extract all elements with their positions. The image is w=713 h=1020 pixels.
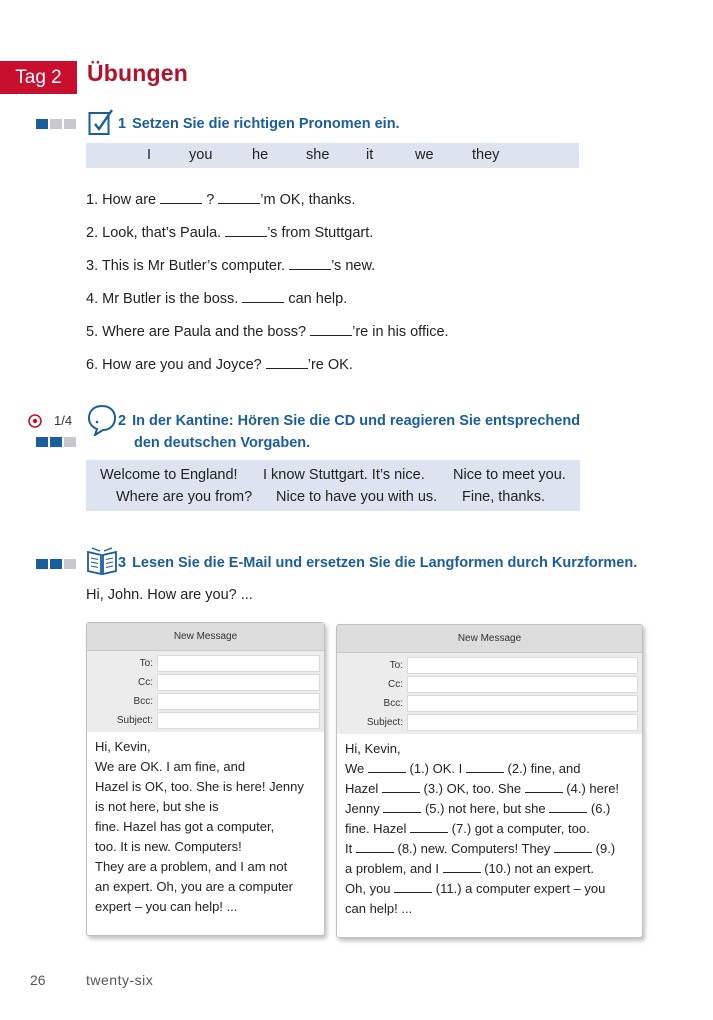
cc-field[interactable] bbox=[407, 676, 638, 693]
phrase: I know Stuttgart. It’s nice. bbox=[263, 467, 425, 483]
list-item bbox=[86, 355, 449, 388]
item-text: ’re OK. bbox=[307, 357, 353, 373]
audio-track: 1/4 bbox=[54, 413, 73, 428]
phrase: Where are you from? bbox=[116, 489, 253, 505]
email-line: Oh, you (11.) a computer expert – you bbox=[345, 881, 606, 896]
list-item bbox=[86, 190, 449, 223]
exercise-2-number: 2 bbox=[118, 413, 127, 429]
list-item bbox=[86, 322, 449, 355]
pronoun-word-bar bbox=[86, 143, 579, 168]
item-text: Look, that’s Paula. bbox=[102, 225, 222, 241]
subject-label: Subject: bbox=[366, 717, 403, 728]
to-label: To: bbox=[139, 658, 153, 669]
answer-blank[interactable] bbox=[525, 781, 563, 793]
write-icon bbox=[88, 108, 114, 136]
answer-blank[interactable] bbox=[382, 781, 420, 793]
email-line: We are OK. I am fine, and bbox=[95, 759, 246, 774]
answer-blank[interactable] bbox=[410, 821, 448, 833]
bcc-label: Bcc: bbox=[383, 698, 403, 709]
email-line: expert – you can help! ... bbox=[95, 899, 238, 914]
day-tag: Tag 2 bbox=[0, 61, 77, 94]
list-item bbox=[86, 256, 449, 289]
bcc-field[interactable] bbox=[157, 693, 320, 710]
cc-field[interactable] bbox=[157, 674, 320, 691]
phrase: Nice to have you with us. bbox=[276, 489, 438, 505]
email-line: They are a problem, and I am not bbox=[95, 859, 288, 874]
item-text: ? bbox=[206, 192, 215, 208]
item-number: 6. bbox=[86, 357, 99, 373]
email-line: is not here, but she is bbox=[95, 799, 219, 814]
item-text: ’s from Stuttgart. bbox=[267, 225, 374, 241]
exercise-3-instruction: Lesen Sie die E-Mail und ersetzen Sie die Langformen durch Kurzformen. bbox=[132, 555, 638, 571]
subject-label: Subject: bbox=[116, 715, 153, 726]
exercise-1-number: 1 bbox=[118, 116, 127, 132]
bcc-field[interactable] bbox=[407, 695, 638, 712]
answer-blank[interactable] bbox=[383, 801, 421, 813]
word: I bbox=[147, 147, 152, 163]
email-header: New Message bbox=[337, 625, 642, 653]
item-number: 5. bbox=[86, 324, 99, 340]
answer-blank[interactable] bbox=[218, 192, 260, 204]
email-line: Hi, Kevin, bbox=[345, 741, 401, 756]
item-text: ’re in his office. bbox=[352, 324, 449, 340]
phrase: Nice to meet you. bbox=[453, 467, 566, 483]
item-text: ’s new. bbox=[331, 258, 376, 274]
word: she bbox=[306, 147, 330, 163]
item-text: How are you and Joyce? bbox=[102, 357, 262, 373]
answer-blank[interactable] bbox=[466, 761, 504, 773]
example-line: Hi, John. How are you? ... bbox=[86, 587, 253, 603]
email-line: We (1.) OK. I (2.) fine, and bbox=[345, 761, 581, 776]
exercise-2-instruction-cont: den deutschen Vorgaben. bbox=[134, 435, 311, 451]
email-fields bbox=[87, 651, 324, 732]
subject-field[interactable] bbox=[157, 712, 320, 729]
email-line: Hazel (3.) OK, too. She (4.) here! bbox=[345, 781, 620, 796]
cd-audio-icon bbox=[28, 414, 42, 428]
email-line: an expert. Oh, you are a computer bbox=[95, 879, 293, 894]
difficulty-level bbox=[36, 559, 76, 569]
exercise-2-title bbox=[118, 410, 580, 432]
word: you bbox=[189, 147, 213, 163]
item-number: 3. bbox=[86, 258, 99, 274]
list-item bbox=[86, 223, 449, 256]
exercise-1-instruction: Setzen Sie die richtigen Pronomen ein. bbox=[132, 116, 400, 132]
answer-blank[interactable] bbox=[554, 841, 592, 853]
answer-blank[interactable] bbox=[549, 801, 587, 813]
item-text: ’m OK, thanks. bbox=[260, 192, 356, 208]
answer-blank[interactable] bbox=[368, 761, 406, 773]
answer-blank[interactable] bbox=[266, 357, 308, 369]
email-line: fine. Hazel has got a computer, bbox=[95, 819, 275, 834]
speech-bubble-icon bbox=[87, 404, 117, 436]
phrase: Fine, thanks. bbox=[462, 489, 546, 505]
page-number: 26 bbox=[30, 972, 46, 988]
word: he bbox=[252, 147, 269, 163]
answer-blank[interactable] bbox=[242, 291, 284, 303]
phrase: Welcome to England! bbox=[100, 467, 238, 483]
email-line: a problem, and I (10.) not an expert. bbox=[345, 861, 595, 876]
answer-blank[interactable] bbox=[394, 881, 432, 893]
email-line: can help! ... bbox=[345, 901, 413, 916]
page-title: Übungen bbox=[87, 60, 189, 86]
item-number: 2. bbox=[86, 225, 99, 241]
item-number: 4. bbox=[86, 291, 99, 307]
email-header: New Message bbox=[87, 623, 324, 651]
email-body bbox=[87, 732, 324, 922]
answer-blank[interactable] bbox=[356, 841, 394, 853]
answer-blank[interactable] bbox=[443, 861, 481, 873]
email-line: It (8.) new. Computers! They (9.) bbox=[345, 841, 616, 856]
email-line: fine. Hazel (7.) got a computer, too. bbox=[345, 821, 590, 836]
item-text: How are bbox=[102, 192, 157, 208]
exercise-2-instruction: In der Kantine: Hören Sie die CD und reagieren Sie entsprechend bbox=[132, 413, 581, 429]
answer-blank[interactable] bbox=[160, 192, 202, 204]
email-window-original bbox=[86, 622, 325, 936]
email-line: Hi, Kevin, bbox=[95, 739, 151, 754]
answer-blank[interactable] bbox=[289, 258, 331, 270]
exercise-1-items bbox=[86, 190, 449, 388]
email-line: Jenny (5.) not here, but she (6.) bbox=[345, 801, 611, 816]
email-line: too. It is new. Computers! bbox=[95, 839, 242, 854]
bcc-label: Bcc: bbox=[133, 696, 153, 707]
subject-field[interactable] bbox=[407, 714, 638, 731]
phrase-box bbox=[86, 460, 580, 511]
exercise-3-number: 3 bbox=[118, 555, 127, 571]
exercise-1-title bbox=[118, 113, 400, 135]
exercise-3-title bbox=[118, 552, 637, 574]
to-field[interactable] bbox=[407, 657, 638, 674]
word: they bbox=[472, 147, 500, 163]
list-item bbox=[86, 289, 449, 322]
cc-label: Cc: bbox=[138, 677, 153, 688]
difficulty-level bbox=[36, 437, 76, 447]
answer-blank[interactable] bbox=[310, 324, 352, 336]
item-text: Where are Paula and the boss? bbox=[102, 324, 307, 340]
to-label: To: bbox=[389, 660, 403, 671]
open-book-icon bbox=[86, 546, 118, 576]
to-field[interactable] bbox=[157, 655, 320, 672]
cc-label: Cc: bbox=[388, 679, 403, 690]
email-window-exercise bbox=[336, 624, 643, 938]
email-line: Hazel is OK, too. She is here! Jenny bbox=[95, 779, 304, 794]
word: we bbox=[415, 147, 434, 163]
email-body bbox=[337, 734, 642, 924]
item-text: Mr Butler is the boss. bbox=[102, 291, 239, 307]
email-fields bbox=[337, 653, 642, 734]
answer-blank[interactable] bbox=[225, 225, 267, 237]
word: it bbox=[366, 147, 374, 163]
difficulty-level bbox=[36, 119, 76, 129]
item-number: 1. bbox=[86, 192, 99, 208]
page-number-word: twenty-six bbox=[86, 972, 154, 988]
item-text: can help. bbox=[284, 291, 348, 307]
item-text: This is Mr Butler’s computer. bbox=[101, 258, 286, 274]
